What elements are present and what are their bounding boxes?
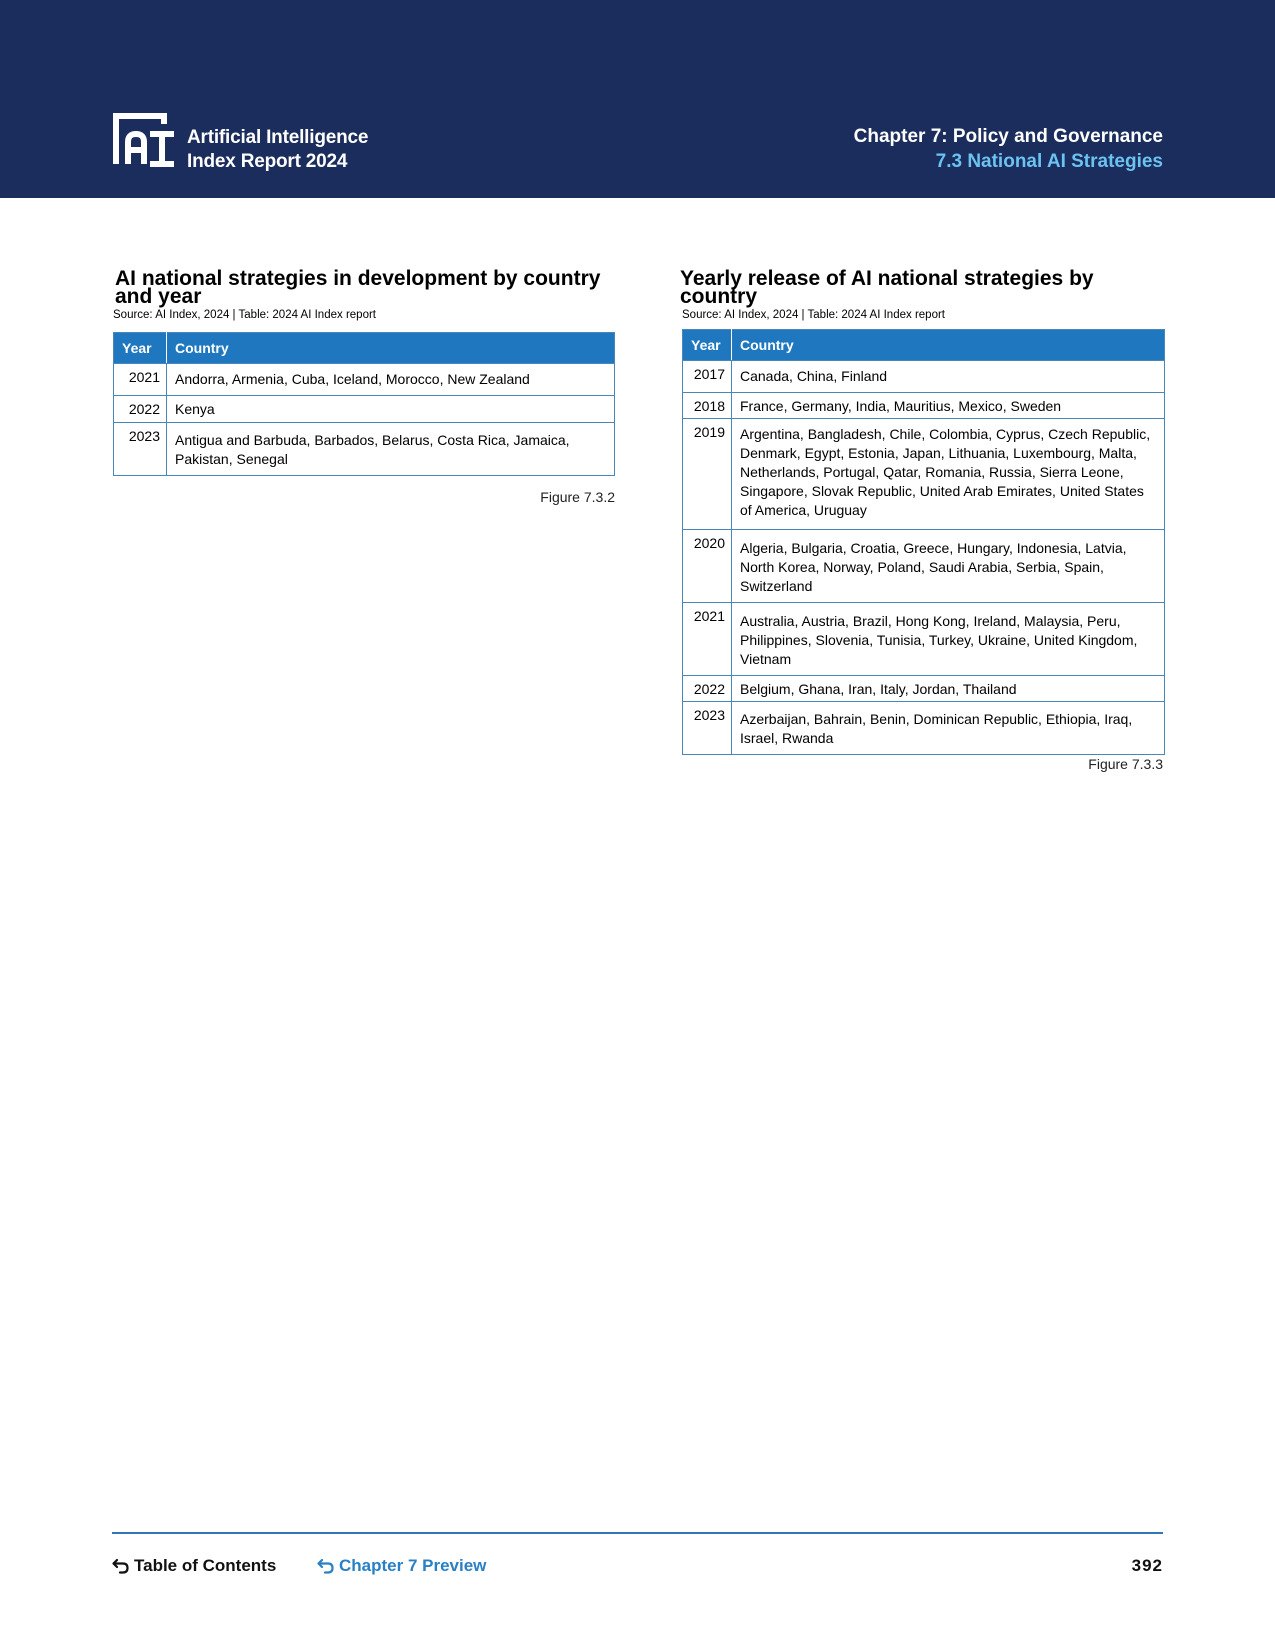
chapter-title: Chapter 7: Policy and Governance [853,126,1163,147]
return-arrow-icon [112,1557,130,1575]
figure-source: Source: AI Index, 2024 | Table: 2024 AI Index report [113,309,376,321]
country-cell: Kenya [167,396,615,423]
yearly-release-table [682,329,1165,755]
country-cell: Antigua and Barbuda, Barbados, Belarus, Costa Rica, Jamaica, Pakistan, Senegal [167,423,615,476]
table-row [114,364,615,396]
figure-title: Yearly release of AI national strategies by country [680,267,1094,308]
year-cell: 2021 [683,603,732,676]
country-cell: Australia, Austria, Brazil, Hong Kong, Ireland, Malaysia, Peru, Philippines, Slovenia, Tunisia, Turkey, Ukraine, United Kingdom, Vietnam [732,603,1165,676]
table-row [683,702,1165,755]
country-cell: Azerbaijan, Bahrain, Benin, Dominican Republic, Ethiopia, Iraq, Israel, Rwanda [732,702,1165,755]
year-cell: 2021 [114,364,167,396]
column-header-country: Country [167,333,615,364]
table-row [114,423,615,476]
table-row [683,361,1165,393]
footer-divider [112,1532,1163,1534]
report-name [187,126,368,174]
year-cell: 2022 [114,396,167,423]
year-cell: 2020 [683,530,732,603]
figure-strategies-in-development [113,267,615,476]
table-row [683,603,1165,676]
ai-index-logo-icon [112,112,176,168]
year-cell: 2019 [683,419,732,530]
country-cell: France, Germany, India, Mauritius, Mexico, Sweden [732,393,1165,419]
report-header [0,0,1275,198]
year-cell: 2018 [683,393,732,419]
country-cell: Argentina, Bangladesh, Chile, Colombia, Cyprus, Czech Republic, Denmark, Egypt, Estonia, Japan, Lithuania, Luxembourg, Malta, Netherlands, Portugal, Qatar, Romania, Russia, Sierra Leone, Singapore, Slovak Republic, United Arab Emirates, United States of America, Uruguay [732,419,1165,530]
year-cell: 2023 [683,702,732,755]
figure-caption-7-3-2: Figure 7.3.2 [540,489,615,505]
country-cell: Canada, China, Finland [732,361,1165,393]
table-of-contents-label: Table of Contents [134,1556,277,1575]
year-cell: 2022 [683,676,732,702]
table-header-row [683,330,1165,361]
year-cell: 2017 [683,361,732,393]
year-cell: 2023 [114,423,167,476]
chapter-preview-label: Chapter 7 Preview [339,1556,487,1575]
table-of-contents-link[interactable] [112,1556,276,1576]
table-row [683,393,1165,419]
column-header-country: Country [732,330,1165,361]
figure-source: Source: AI Index, 2024 | Table: 2024 AI Index report [682,309,945,321]
section-title: 7.3 National AI Strategies [935,151,1163,172]
country-cell: Andorra, Armenia, Cuba, Iceland, Morocco, New Zealand [167,364,615,396]
report-name-line2: Index Report 2024 [187,151,348,172]
table-header-row [114,333,615,364]
figure-caption-7-3-3: Figure 7.3.3 [1088,756,1163,772]
figure-yearly-release [680,267,1163,755]
column-header-year: Year [683,330,732,361]
table-row [683,676,1165,702]
column-header-year: Year [114,333,167,364]
table-row [114,396,615,423]
page-number: 392 [1131,1556,1163,1575]
country-cell: Algeria, Bulgaria, Croatia, Greece, Hungary, Indonesia, Latvia, North Korea, Norway, Poland, Saudi Arabia, Serbia, Spain, Switzerland [732,530,1165,603]
return-arrow-icon [317,1557,335,1575]
table-row [683,530,1165,603]
strategies-development-table [113,332,615,476]
report-name-line1: Artificial Intelligence [187,127,369,148]
chapter-preview-link[interactable] [317,1556,486,1576]
table-row [683,419,1165,530]
country-cell: Belgium, Ghana, Iran, Italy, Jordan, Thailand [732,676,1165,702]
figure-title: AI national strategies in development by country and year [115,267,601,308]
chapter-heading [854,124,1163,174]
